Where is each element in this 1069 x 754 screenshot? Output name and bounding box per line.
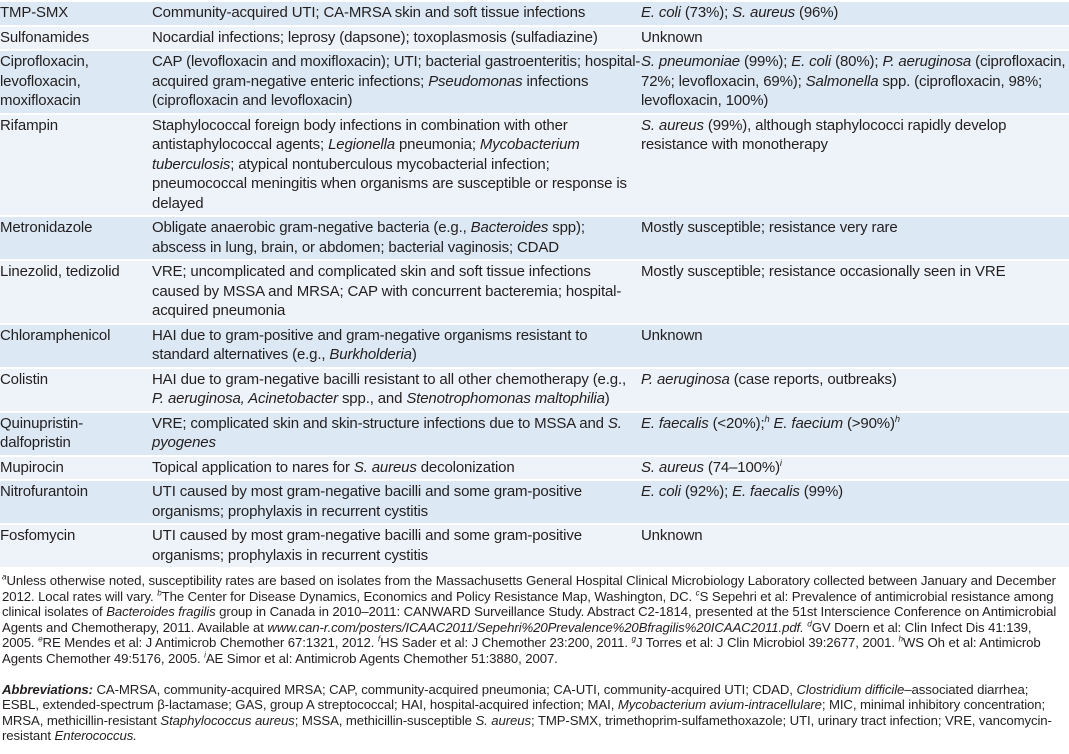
table-row [0, 2, 1069, 26]
uses-cell: UTI caused by most gram-negative bacilli and some gram-positive organisms; prophylaxis in recurrent cystitis [152, 524, 641, 568]
table-row [0, 26, 1069, 51]
uses-cell: Obligate anaerobic gram-negative bacteria (e.g., Bacteroides spp); abscess in lung, brain, or abdomen; bacterial vaginosis; CDAD [152, 216, 641, 260]
table-row [0, 480, 1069, 524]
abbreviations: Abbreviations: CA-MRSA, community-acquired MRSA; CAP, community-acquired pneumonia; CA-UTI, community-acquired UTI; CDAD, Clostridium difficile–associated diarrhea; ESBL, extended-spectrum β-lactamase; GAS, group A streptococcal; HAI, hospital-acquired infection; MAI, Mycobacterium avium-intracellulare; MIC, minimal inhibitory concentration; MRSA, methicillin-resistant Staphylococcus aureus; MSSA, methicillin-susceptible S. aureus; TMP-SMX, trimethoprim-sulfamethoxazole; UTI, urinary tract infection; VRE, vancomycin-resistant Enterococcus. [2, 681, 1052, 744]
uses-cell: HAI due to gram-negative bacilli resistant to all other chemotherapy (e.g., P. aeruginosa, Acinetobacter spp., and Stenotrophomonas maltophilia) [152, 368, 641, 412]
susceptibility-cell: Unknown [641, 324, 1069, 368]
table-row [0, 216, 1069, 260]
antibiotic-table-body [0, 2, 1069, 568]
drug-name-cell: Linezolid, tedizolid [0, 260, 152, 324]
drug-name-cell: Metronidazole [0, 216, 152, 260]
uses-cell: VRE; uncomplicated and complicated skin and soft tissue infections caused by MSSA and MRSA; CAP with concurrent bacteremia; hospital-acquired pneumonia [152, 260, 641, 324]
drug-name-cell: Fosfomycin [0, 524, 152, 568]
drug-name-cell: Rifampin [0, 114, 152, 217]
uses-cell: UTI caused by most gram-negative bacilli and some gram-positive organisms; prophylaxis in recurrent cystitis [152, 480, 641, 524]
susceptibility-cell: Mostly susceptible; resistance occasionally seen in VRE [641, 260, 1069, 324]
table-row [0, 524, 1069, 568]
table-row [0, 412, 1069, 456]
susceptibility-cell: S. aureus $(74-100\%)^i$ [641, 456, 1069, 481]
antibiotic-table [0, 2, 1069, 569]
table-row [0, 324, 1069, 368]
drug-name-cell: Sulfonamides [0, 26, 152, 51]
uses-cell: HAI due to gram-positive and gram-negative organisms resistant to standard alternatives (e.g., Burkholderia) [152, 324, 641, 368]
table-row [0, 456, 1069, 481]
uses-cell: VRE; complicated skin and skin-structure infections due to MSSA and S. pyogenes [152, 412, 641, 456]
susceptibility-cell: E. faecalis (<20%);$^h$ E. faecium (>90%)$^h$ [641, 412, 1069, 456]
drug-name-cell: TMP-SMX [0, 2, 152, 26]
table-row [0, 260, 1069, 324]
susceptibility-cell: P. aeruginosa (case reports, outbreaks) [641, 368, 1069, 412]
drug-name-cell: Chloramphenicol [0, 324, 152, 368]
susceptibility-cell: Unknown [641, 524, 1069, 568]
susceptibility-cell: S. aureus (99%), although staphylococci rapidly develop resistance with monotherapy [641, 114, 1069, 217]
uses-cell: Nocardial infections; leprosy (dapsone); toxoplasmosis (sulfadiazine) [152, 26, 641, 51]
antibiotic-susceptibility-page [0, 2, 1069, 744]
drug-name-cell: Colistin [0, 368, 152, 412]
drug-name-cell: Ciprofloxacin, levofloxacin, moxifloxacin [0, 50, 152, 114]
drug-name-cell: Mupirocin [0, 456, 152, 481]
uses-cell: Topical application to nares for S. aureus decolonization [152, 456, 641, 481]
susceptibility-cell: Unknown [641, 26, 1069, 51]
susceptibility-cell: E. coli (73%); S. aureus (96%) [641, 2, 1069, 26]
uses-cell: CAP (levofloxacin and moxifloxacin); UTI; bacterial gastroenteritis; hospital-acquired gram-negative enteric infections; Pseudomonas infections (ciprofloxacin and levofloxacin) [152, 50, 641, 114]
drug-name-cell: Quinupristin-dalfopristin [0, 412, 152, 456]
susceptibility-cell: S. pneumoniae (99%); E. coli (80%); P. aeruginosa (ciprofloxacin, 72%; levofloxacin, 69%); Salmonella spp. (ciprofloxacin, 98%; levofloxacin, 100%) [641, 50, 1069, 114]
susceptibility-cell: E. coli (92%); E. faecalis (99%) [641, 480, 1069, 524]
table-row [0, 50, 1069, 114]
table-row [0, 368, 1069, 412]
drug-name-cell: Nitrofurantoin [0, 480, 152, 524]
table-row [0, 114, 1069, 217]
uses-cell: Staphylococcal foreign body infections in combination with other antistaphylococcal agents; Legionella pneumonia; Mycobacterium tuberculosis; atypical nontuberculous mycobacterial infection; pneumococcal meningitis when organisms are susceptible or response is delayed [152, 114, 641, 217]
uses-cell: Community-acquired UTI; CA-MRSA skin and soft tissue infections [152, 2, 641, 26]
footnotes: $^a$Unless otherwise noted, susceptibility rates are based on isolates from the Massachusetts General Hospital Clinical Microbiology Laboratory collected between January and December 2012. Local rates will vary. $^b$The Center for Disease Dynamics, Economics and Policy Resistance Map, Washington, DC. $^c$S Sepehri et al: Prevalence of antimicrobial resistance among clinical isolates of Bacteroides fragilis group in Canada in 2010–2011: CANWARD Surveillance Study. Abstract C2-1814, presented at the 51st Interscience Conference on Antimicrobial Agents and Chemotherapy, 2011. Available at www.can-r.com/posters/ICAAC2011/Sepehri%20Prevalence%20Bfragilis%20ICAAC2011.pdf. $^d$GV Doern et al: Clin Infect Dis 41:139, 2005. $^e$RE Mendes et al: J Antimicrob Chemother 67:1321, 2012. $^f$HS Sader et al: J Chemother 23:200, 2011. $^g$J Torres et al: J Clin Microbiol 39:2677, 2001. $^h$WS Oh et al: Antimicrob Agents Chemother 49:5176, 2005. $^i$AE Simor et al: Antimicrob Agents Chemother 51:3880, 2007. [2, 572, 1057, 666]
susceptibility-cell: Mostly susceptible; resistance very rare [641, 216, 1069, 260]
